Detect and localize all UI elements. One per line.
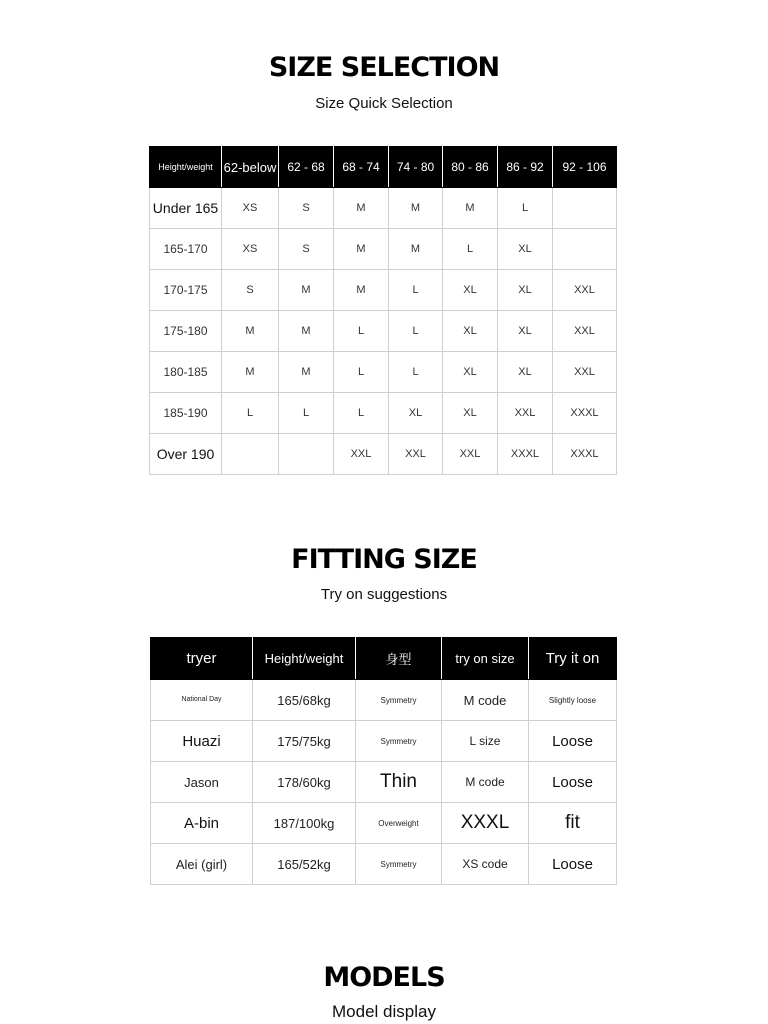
size-cell: XS — [222, 229, 279, 270]
fit-body-type-cell: Symmetry — [356, 844, 442, 885]
fit-size-cell: L size — [442, 721, 529, 762]
fit-body-type-cell: Symmetry — [356, 721, 442, 762]
size-cell: M — [279, 352, 334, 393]
fit-result-cell: Slightly loose — [529, 680, 617, 721]
size-cell: XL — [498, 311, 553, 352]
size-cell: L — [389, 311, 443, 352]
fit-header-body-type: 身型 — [356, 638, 442, 680]
fitting-table — [150, 637, 617, 885]
size-cell: M — [334, 270, 389, 311]
size-row-label: 165-170 — [150, 229, 222, 270]
size-cell: S — [279, 188, 334, 229]
fit-header-try-on-size: try on size — [442, 638, 529, 680]
size-cell: L — [389, 270, 443, 311]
fit-result-cell: Loose — [529, 762, 617, 803]
fit-height-weight-cell: 165/52kg — [253, 844, 356, 885]
size-cell: XXL — [498, 393, 553, 434]
size-cell: XXL — [553, 270, 617, 311]
fitting-table-row — [151, 844, 617, 885]
size-cell: XXXL — [553, 434, 617, 475]
size-table-row — [150, 270, 617, 311]
size-cell: XXL — [389, 434, 443, 475]
fit-height-weight-cell: 178/60kg — [253, 762, 356, 803]
size-cell: M — [334, 229, 389, 270]
fit-header-height-weight: Height/weight — [253, 638, 356, 680]
size-cell: L — [279, 393, 334, 434]
size-header-weight-range: 62-below — [222, 147, 279, 188]
fit-height-weight-cell: 175/75kg — [253, 721, 356, 762]
size-cell: M — [443, 188, 498, 229]
size-row-label: 185-190 — [150, 393, 222, 434]
size-table-row — [150, 188, 617, 229]
size-row-label: Under 165 — [150, 188, 222, 229]
size-cell: XL — [498, 270, 553, 311]
size-cell: M — [389, 229, 443, 270]
fitting-table-row — [151, 762, 617, 803]
models-subtitle: Model display — [332, 1002, 436, 1021]
size-cell: L — [334, 393, 389, 434]
size-header-weight-range: 74 - 80 — [389, 147, 443, 188]
fit-size-cell: XS code — [442, 844, 529, 885]
fit-header-tryer: tryer — [151, 638, 253, 680]
fitting-table-header-row — [151, 638, 617, 680]
size-cell: S — [279, 229, 334, 270]
fit-size-cell: M code — [442, 762, 529, 803]
fitting-table-row — [151, 680, 617, 721]
fit-height-weight-cell: 187/100kg — [253, 803, 356, 844]
size-header-weight-range: 62 - 68 — [279, 147, 334, 188]
size-row-label: 170-175 — [150, 270, 222, 311]
size-cell: M — [279, 311, 334, 352]
fit-height-weight-cell: 165/68kg — [253, 680, 356, 721]
size-cell: XXXL — [553, 393, 617, 434]
size-header-weight-range: 68 - 74 — [334, 147, 389, 188]
fit-body-type-cell: Thin — [356, 762, 442, 803]
size-table-row — [150, 311, 617, 352]
fit-tryer-cell: Huazi — [151, 721, 253, 762]
models-title: MODELS — [323, 962, 445, 993]
size-cell: XL — [498, 352, 553, 393]
size-cell: L — [222, 393, 279, 434]
fit-header-try-it-on: Try it on — [529, 638, 617, 680]
size-table-row — [150, 434, 617, 475]
size-cell: XS — [222, 188, 279, 229]
size-cell: XXL — [443, 434, 498, 475]
size-table-row — [150, 229, 617, 270]
fit-body-type-cell: Symmetry — [356, 680, 442, 721]
fit-size-cell: M code — [442, 680, 529, 721]
size-cell: L — [334, 352, 389, 393]
fit-tryer-cell: Alei (girl) — [151, 844, 253, 885]
fitting-size-title: FITTING SIZE — [291, 544, 477, 575]
size-cell — [222, 434, 279, 475]
size-header-weight-range: 80 - 86 — [443, 147, 498, 188]
size-cell: XXXL — [498, 434, 553, 475]
size-cell: XXL — [553, 352, 617, 393]
size-cell: M — [334, 188, 389, 229]
size-cell: L — [443, 229, 498, 270]
size-cell: S — [222, 270, 279, 311]
size-cell: XL — [389, 393, 443, 434]
fitting-table-row — [151, 803, 617, 844]
size-row-label: 175-180 — [150, 311, 222, 352]
size-cell: XXL — [334, 434, 389, 475]
size-cell: XL — [443, 311, 498, 352]
size-header-weight-range: 92 - 106 — [553, 147, 617, 188]
size-selection-subtitle: Size Quick Selection — [315, 95, 453, 112]
size-cell: XL — [443, 352, 498, 393]
fit-tryer-cell: National Day — [151, 680, 253, 721]
size-cell: L — [389, 352, 443, 393]
size-row-label: Over 190 — [150, 434, 222, 475]
fit-result-cell: fit — [529, 803, 617, 844]
fit-body-type-cell: Overweight — [356, 803, 442, 844]
size-cell: M — [222, 352, 279, 393]
size-table — [149, 146, 617, 475]
size-header-weight-range: 86 - 92 — [498, 147, 553, 188]
size-row-label: 180-185 — [150, 352, 222, 393]
size-cell: L — [334, 311, 389, 352]
size-cell: XXL — [553, 311, 617, 352]
size-cell — [553, 188, 617, 229]
fit-size-cell: XXXL — [442, 803, 529, 844]
size-cell — [279, 434, 334, 475]
size-cell: M — [389, 188, 443, 229]
size-table-row — [150, 393, 617, 434]
size-header-height-weight: Height/weight — [150, 147, 222, 188]
size-table-header-row — [150, 147, 617, 188]
size-cell: L — [498, 188, 553, 229]
size-cell: XL — [498, 229, 553, 270]
size-cell: XL — [443, 393, 498, 434]
fit-result-cell: Loose — [529, 844, 617, 885]
fit-tryer-cell: Jason — [151, 762, 253, 803]
size-cell: XL — [443, 270, 498, 311]
size-table-row — [150, 352, 617, 393]
size-cell: M — [279, 270, 334, 311]
size-selection-title: SIZE SELECTION — [268, 52, 500, 83]
fitting-table-row — [151, 721, 617, 762]
fit-tryer-cell: A-bin — [151, 803, 253, 844]
fit-result-cell: Loose — [529, 721, 617, 762]
fitting-size-subtitle: Try on suggestions — [320, 586, 448, 603]
size-cell — [553, 229, 617, 270]
size-cell: M — [222, 311, 279, 352]
